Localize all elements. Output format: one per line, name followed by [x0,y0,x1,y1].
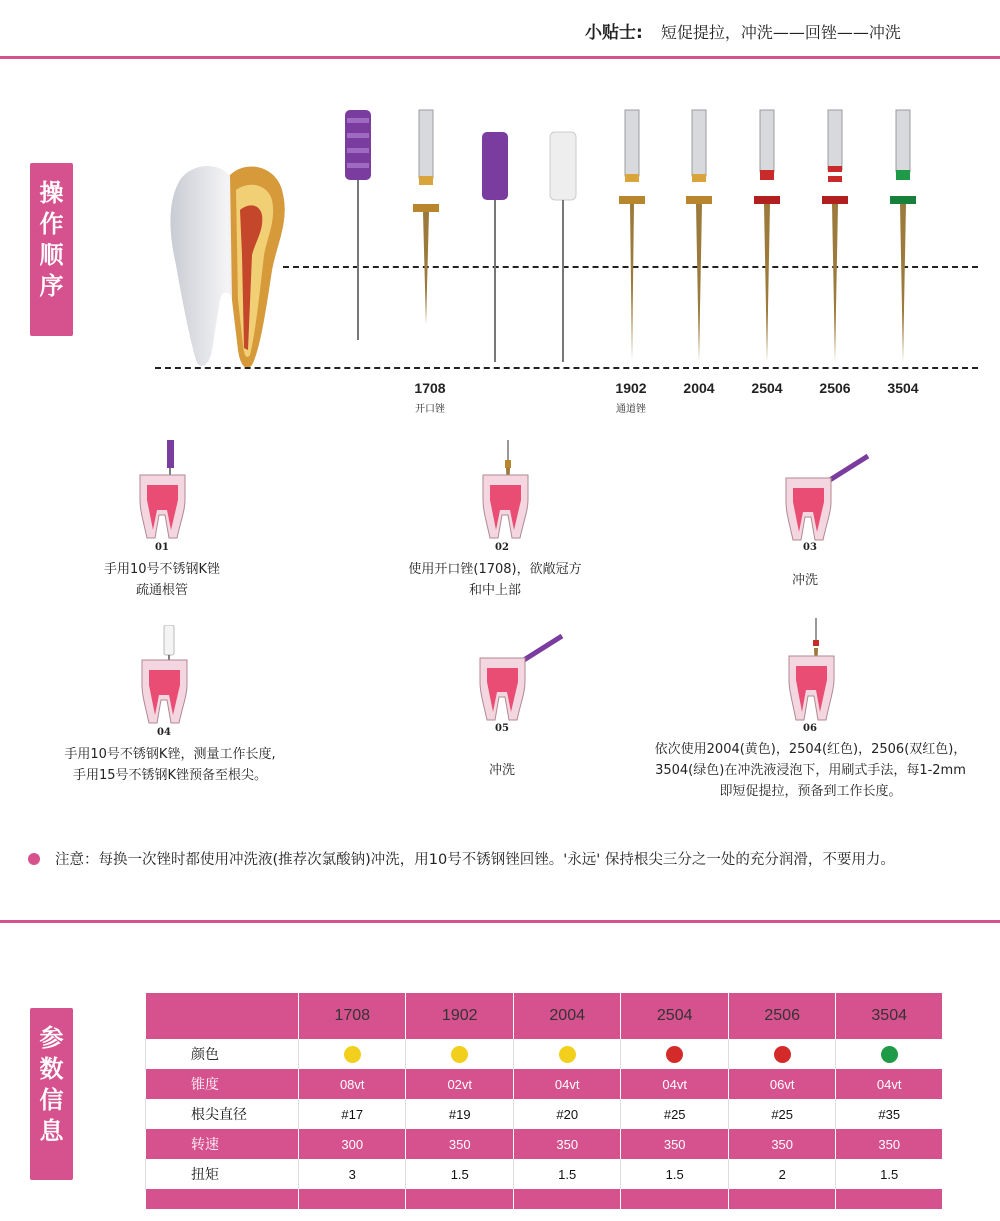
table-row-color [146,1039,943,1069]
step-text-line: 疏通根管 [135,583,188,598]
row-label: 转速 [146,1129,299,1159]
table-cell: 350 [406,1129,513,1159]
tip-line [585,18,901,43]
table-cell [299,1039,406,1069]
table-footer-row [146,1189,943,1209]
color-dot-icon [881,1046,898,1063]
rotary-file-2004-icon [686,110,712,362]
section-divider [0,920,1000,923]
section-char: 信 [39,1086,64,1114]
table-header-cell: 1902 [406,993,513,1039]
section-char: 数 [39,1055,64,1083]
step-number: 02 [495,542,509,553]
table-cell: 1.5 [836,1159,942,1189]
section-char: 作 [39,210,64,238]
rotary-file-2506-icon [822,110,848,362]
table-cell: 04vt [513,1069,620,1099]
note-text: 注意：每换一次锉时都使用冲洗液(推荐次氯酸钠)冲洗，用10号不锈钢锉回锉。'永远' 保持根尖三分之一处的充分润滑，不要用力。 [55,852,895,868]
section-char: 顺 [39,241,64,269]
table-header-cell: 2506 [728,993,835,1039]
bullet-icon [28,853,40,865]
section-char: 息 [39,1117,64,1145]
hand-file-purple-icon [345,110,371,340]
file-sub-label: 开口锉 [415,404,445,415]
table-cell: 04vt [621,1069,728,1099]
row-label: 扭矩 [146,1159,299,1189]
step-text-line: 冲洗 [488,763,515,778]
step-02-tooth-icon [478,440,533,540]
step-06-tooth-icon [784,618,839,722]
table-cell: #25 [621,1099,728,1129]
table-row [146,1099,943,1129]
color-dot-icon [774,1046,791,1063]
table-cell: #20 [513,1099,620,1129]
step-text-line: 手用10号不锈钢K锉 [103,562,221,577]
step-text-line: 冲洗 [791,573,818,588]
row-label: 锥度 [146,1069,299,1099]
step-number: 01 [155,542,169,553]
table-header-cell: 2504 [621,993,728,1039]
step-description [380,559,610,601]
tooth-cross-section-image [160,160,290,375]
step-text-line: 即短促提拉，预备到工作长度。 [719,784,902,799]
table-cell [728,1039,835,1069]
header-divider [0,56,1000,59]
table-cell: 02vt [406,1069,513,1099]
file-code: 2504 [751,380,783,396]
table-header-empty [146,993,299,1039]
table-cell: 350 [836,1129,942,1159]
step-01-tooth-icon [135,440,190,540]
step-number: 03 [803,542,817,553]
hand-file-purple-icon [482,132,508,362]
step-description [755,570,855,591]
step-description [452,760,552,781]
table-cell: #35 [836,1099,942,1129]
color-dot-icon [451,1046,468,1063]
row-label: 根尖直径 [146,1099,299,1129]
file-code: 2004 [683,380,715,396]
table-row [146,1069,943,1099]
step-description [62,559,262,601]
table-row [146,1159,943,1189]
table-cell: 1.5 [621,1159,728,1189]
rotary-file-2504-icon [754,110,780,362]
step-text-line: 手用10号不锈钢K锉，测量工作长度, [64,747,276,762]
step-text-line: 使用开口锉(1708)，欲敞冠方 [408,562,582,577]
table-header-cell: 3504 [836,993,942,1039]
row-label: 颜色 [146,1039,299,1069]
table-header-row [146,993,943,1039]
table-cell: 350 [621,1129,728,1159]
section-char: 参 [39,1024,64,1052]
rotary-file-3504-icon [890,110,916,362]
file-sub-label: 通道锉 [616,404,646,415]
file-instruments [335,100,935,370]
step-number: 04 [157,727,171,738]
section-tab-params [30,1008,73,1180]
table-cell: 3 [299,1159,406,1189]
step-number: 06 [803,723,817,734]
params-table [145,993,942,1209]
table-cell: #25 [728,1099,835,1129]
color-dot-icon [559,1046,576,1063]
step-text-line: 3504(绿色)在冲洗液浸泡下，用刷式手法，每1-2mm [655,763,966,778]
table-cell: 1.5 [406,1159,513,1189]
table-cell: 2 [728,1159,835,1189]
file-code: 1902 [615,380,647,396]
table-cell: #19 [406,1099,513,1129]
step-03-syringe-icon [784,450,874,542]
section-tab-operation [30,163,73,336]
hand-file-white-icon [550,132,576,362]
tip-label: 小贴士: [585,23,643,43]
section-char: 操 [39,179,64,207]
table-cell: 1.5 [513,1159,620,1189]
step-text-line: 手用15号不锈钢K锉预备至根尖。 [72,768,268,783]
table-cell: 350 [728,1129,835,1159]
section-char: 序 [39,272,64,300]
table-header-cell: 2004 [513,993,620,1039]
table-cell: 06vt [728,1069,835,1099]
tip-text: 短促提拉，冲洗——回锉——冲洗 [660,23,901,42]
table-cell: 04vt [836,1069,942,1099]
table-cell: 300 [299,1129,406,1159]
rotary-file-1902-icon [619,110,645,362]
step-text-line: 和中上部 [468,583,521,598]
table-cell [836,1039,942,1069]
table-cell: 350 [513,1129,620,1159]
step-04-tooth-icon [137,625,192,725]
table-cell: 08vt [299,1069,406,1099]
file-code: 2506 [819,380,851,396]
table-cell: #17 [299,1099,406,1129]
table-cell [621,1039,728,1069]
file-code: 1708 [414,380,446,396]
table-row [146,1129,943,1159]
table-cell [513,1039,620,1069]
table-cell [406,1039,513,1069]
step-05-syringe-icon [478,630,568,722]
step-description [638,739,983,802]
step-description [40,744,300,786]
file-code: 3504 [887,380,919,396]
color-dot-icon [344,1046,361,1063]
rotary-file-1708-icon [413,110,439,325]
table-header-cell: 1708 [299,993,406,1039]
color-dot-icon [666,1046,683,1063]
step-text-line: 依次使用2004(黄色)，2504(红色)，2506(双红色)， [654,742,967,757]
step-number: 05 [495,723,509,734]
note-line [28,848,895,869]
